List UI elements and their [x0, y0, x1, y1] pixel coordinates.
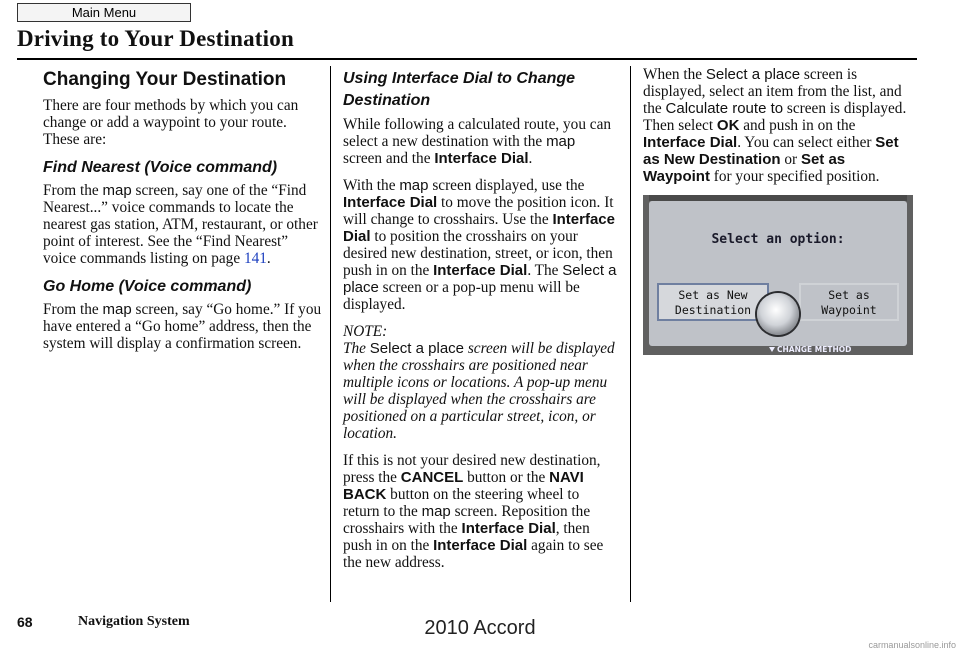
- intro-paragraph: There are four methods by which you can change or add a waypoint to your route. These are:: [43, 97, 299, 148]
- footer-section-title: Navigation System: [78, 614, 190, 629]
- page-link-141[interactable]: 141: [243, 250, 267, 267]
- subheading-interface-dial: Using Interface Dial to Change Destination: [343, 70, 576, 109]
- nav-screen-illustration: [643, 195, 913, 355]
- page-number: 68: [17, 614, 33, 630]
- screen-panel: [649, 201, 907, 354]
- set-as-waypoint-option: Set as Waypoint: [799, 283, 899, 321]
- interface-dial-icon: [757, 293, 799, 335]
- screen-prompt: Select an option:: [711, 232, 845, 247]
- column-3: [643, 66, 913, 355]
- find-nearest-paragraph: From the map screen, say one of the “Find Nearest...” voice commands to locate the nearest gas station, ATM, restaurant, or other point of interest. See the “Find Nearest” voice commands listing on page 141.: [43, 182, 318, 267]
- footer-model: 2010 Accord: [424, 617, 536, 639]
- set-as-new-destination-option: Set as New Destination: [657, 283, 769, 321]
- header-rule: [17, 58, 917, 60]
- section-heading: Changing Your Destination: [43, 69, 287, 90]
- note-paragraph: NOTE: The Select a place screen will be displayed when the crosshairs are positioned near multiple icons or locations. A pop-up menu will be displayed when the crosshairs are positioned on a particular street, icon, or location.: [343, 323, 615, 442]
- main-menu-button[interactable]: Main Menu: [17, 3, 191, 22]
- subheading-find-nearest: Find Nearest (Voice command): [43, 159, 278, 176]
- subheading-go-home: Go Home (Voice command): [43, 278, 252, 295]
- paragraph-3: If this is not your desired new destination, press the CANCEL button or the NAVI BACK button on the steering wheel to return to the map screen. Reposition the crosshairs with the Interface Dial, then push in on the Interface Dial again to see the new address.: [343, 452, 604, 571]
- column-divider: [630, 66, 631, 602]
- paragraph-1: While following a calculated route, you can select a new destination with the map screen and the Interface Dial.: [343, 116, 612, 167]
- go-home-paragraph: From the map screen, say “Go home.” If you have entered a “Go home” address, then the system will display a confirmation screen.: [43, 301, 322, 352]
- paragraph-select-place: When the Select a place screen is displayed, select an item from the list, and the Calculate route to screen is displayed. Then select OK and push in on the Interface Dial. You can select either Set as New Destination or Set as Waypoint for your specified position.: [643, 66, 907, 185]
- down-arrow-icon: [769, 347, 775, 352]
- change-method-label: CHANGE METHOD: [769, 341, 851, 358]
- page-header-title: Driving to Your Destination: [17, 26, 294, 51]
- watermark: carmanualsonline.info: [868, 640, 956, 650]
- column-divider: [330, 66, 331, 602]
- column-1: [43, 66, 323, 362]
- column-2: [343, 66, 618, 581]
- paragraph-2: With the map screen displayed, use the Interface Dial to move the position icon. It will change to crosshairs. Use the Interface Dial to position the crosshairs on your desired new destination, street, or icon, then push in on the Interface Dial. The Select a place screen or a pop-up menu will be displayed.: [343, 177, 617, 313]
